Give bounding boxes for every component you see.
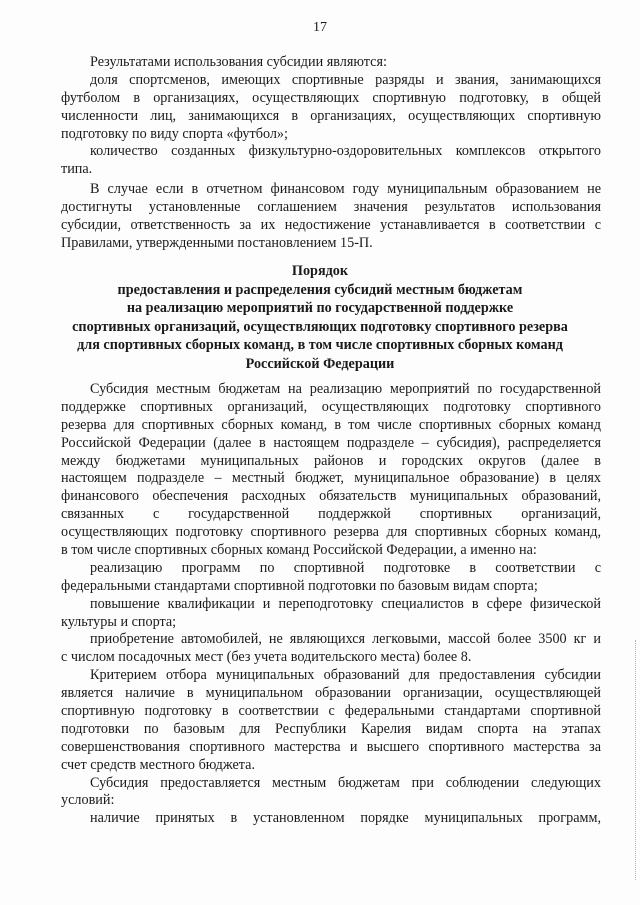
paragraph-line: типа. <box>61 161 93 178</box>
paragraph-line: количество созданных физкультурно-оздоровительных комплексов открытого <box>90 143 601 160</box>
paragraph-line: финансового обеспечения расходных обязательств муниципальных образований, <box>61 488 601 505</box>
paragraph-line: реализацию программ по спортивной подготовке в соответствии с <box>90 559 601 576</box>
paragraph-line: приобретение автомобилей, не являющихся легковыми, массой более 3500 кг и <box>90 631 601 648</box>
paragraph-line: осуществляющих подготовку спортивного резерва для спортивных сборных команд, <box>61 524 601 541</box>
heading-line: Российской Федерации <box>245 355 395 372</box>
paragraph-line: счет средств местного бюджета. <box>61 756 256 773</box>
paragraph-line: повышение квалификации и переподготовку специалистов в сфере физической <box>90 595 601 612</box>
heading-line: спортивных организаций, осуществляющих подготовку спортивного резерва <box>72 318 568 335</box>
paragraph-line: резерва для спортивных сборных команд, в том числе спортивных сборных команд <box>61 416 601 433</box>
paragraph-line: поддержке спортивных организаций, осуществляющих подготовку спортивного <box>61 398 601 415</box>
paragraph-line: является наличие в муниципальном образовании организации, осуществляющей <box>61 685 601 702</box>
paragraph-line: совершенствования спортивного мастерства и высшего спортивного мастерства за <box>61 738 601 755</box>
paragraph-line: Правилами, утвержденными постановлением 15-П. <box>61 234 373 251</box>
subsidy-section <box>61 381 601 828</box>
paragraph-line: в том числе спортивных сборных команд Российской Федерации, а именно на: <box>61 542 537 559</box>
paragraph-line: футболом в организациях, осуществляющих спортивную подготовку, в общей <box>61 89 601 106</box>
page-number: 17 <box>313 20 327 35</box>
paragraph-line: численности лиц, занимающихся в организациях, осуществляющих спортивную <box>61 107 601 124</box>
heading-line: предоставления и распределения субсидий местным бюджетам <box>117 281 523 298</box>
paragraph-line: между бюджетами муниципальных районов и городских округов (далее в <box>61 452 601 469</box>
heading-line: для спортивных сборных команд, в том числе спортивных сборных команд <box>77 337 563 353</box>
paragraph-line: наличие принятых в установленном порядке муниципальных программ, <box>90 810 601 827</box>
paragraph-line: субсидии, ответственность за их недостижение устанавливается в соответствии с <box>61 217 601 234</box>
paragraph-line: спортивную подготовку в соответствии с федеральными стандартами спортивной <box>61 703 601 720</box>
paragraph-line: подготовки по базовым для Республики Карелия видам спорта на этапах <box>61 720 601 737</box>
paragraph-line: федеральными стандартами спортивной подготовки по базовым видам спорта; <box>61 577 538 594</box>
paragraph-line: культуры и спорта; <box>61 613 177 630</box>
paragraph-line: условий: <box>61 792 115 809</box>
scan-edge-mark <box>632 640 636 880</box>
paragraph-line: Субсидия местным бюджетам на реализацию мероприятий по государственной <box>90 381 601 397</box>
paragraph-line: В случае если в отчетном финансовом году муниципальным образованием не <box>90 181 601 198</box>
heading-line: Порядок <box>291 263 349 279</box>
paragraph-line: настоящем подразделе – местный бюджет, муниципальное образование) в целях <box>61 470 601 487</box>
paragraph-line: достигнуты установленные соглашением значения результатов использования <box>61 199 601 216</box>
paragraph-line: Российской Федерации (далее в настоящем подразделе – субсидия), распределяется <box>61 434 601 451</box>
heading-line: на реализацию мероприятий по государственной поддержке <box>126 300 514 316</box>
paragraph-line: Критерием отбора муниципальных образований для предоставления субсидии <box>90 667 601 684</box>
section-heading <box>40 262 600 373</box>
results-section <box>61 54 601 253</box>
paragraph-line: Результатами использования субсидии являются: <box>90 54 387 70</box>
paragraph-line: подготовку по виду спорта «футбол»; <box>61 125 288 142</box>
paragraph-line: Субсидия предоставляется местным бюджетам при соблюдении следующих <box>90 774 601 791</box>
paragraph-line: с числом посадочных мест (без учета водительского места) более 8. <box>61 649 472 666</box>
paragraph-line: связанных с государственной поддержкой спортивных организаций, <box>61 506 601 523</box>
paragraph-line: доля спортсменов, имеющих спортивные разряды и звания, занимающихся <box>90 71 601 88</box>
